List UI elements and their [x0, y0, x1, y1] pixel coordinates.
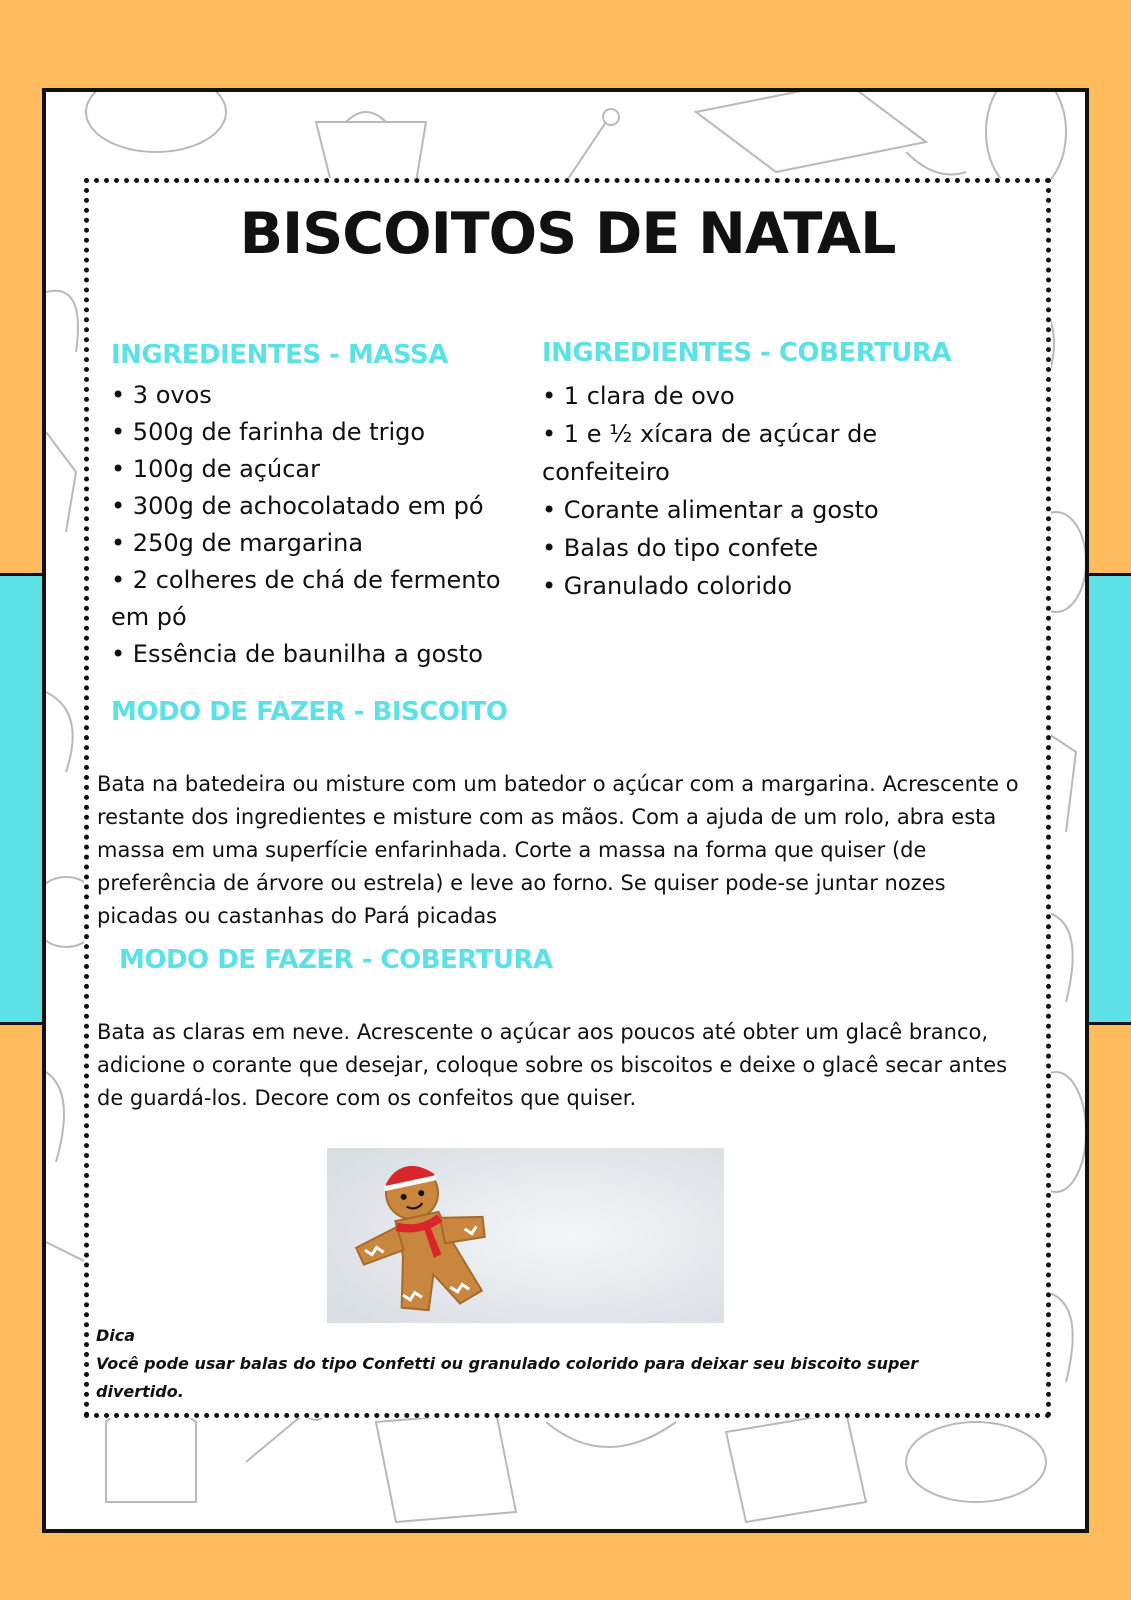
list-item: • 2 colheres de chá de fermento em pó	[111, 562, 511, 636]
list-item: • Essência de baunilha a gosto	[111, 636, 511, 673]
gingerbread-photo	[327, 1148, 724, 1323]
list-item: • Corante alimentar a gosto	[542, 491, 982, 529]
method-topping-text: Bata as claras em neve. Acrescente o açúcar aos poucos até obter um glacê branco, adicione o corante que desejar, coloque sobre os biscoitos e deixe o glacê secar antes de guardá-los. Decore com os confeitos que quiser.	[97, 1020, 1008, 1110]
list-item: • Granulado colorido	[542, 567, 982, 605]
list-item: • 500g de farinha de trigo	[111, 414, 511, 451]
method-cookie-heading: MODO DE FAZER - BISCOITO	[111, 697, 508, 727]
list-item: • 100g de açúcar	[111, 451, 511, 488]
list-item: • 1 e ½ xícara de açúcar de confeiteiro	[542, 415, 982, 491]
list-item: • Balas do tipo confete	[542, 529, 982, 567]
page-title: BISCOITOS DE NATAL	[239, 201, 896, 267]
ingredients-dough-heading: INGREDIENTES - MASSA	[111, 340, 448, 370]
tip-box	[96, 1322, 976, 1406]
method-topping-heading: MODO DE FAZER - COBERTURA	[119, 945, 553, 975]
ingredients-topping-heading: INGREDIENTES - COBERTURA	[542, 338, 952, 368]
list-item: • 250g de margarina	[111, 525, 511, 562]
ingredients-dough-list	[111, 377, 511, 673]
ingredients-topping-list	[542, 377, 982, 605]
tip-text: Você pode usar balas do tipo Confetti ou granulado colorido para deixar seu biscoito super divertido.	[96, 1354, 919, 1401]
list-item: • 300g de achocolatado em pó	[111, 488, 511, 525]
tip-label: Dica	[96, 1326, 136, 1345]
list-item: • 1 clara de ovo	[542, 377, 982, 415]
method-cookie-text: Bata na batedeira ou misture com um batedor o açúcar com a margarina. Acrescente o restante dos ingredientes e misture com as mãos. Com a ajuda de um rolo, abra esta massa em uma superfície enfarinhada. Corte a massa na forma que quiser (de preferência de árvore ou estrela) e leve ao forno. Se quiser pode-se juntar nozes picadas ou castanhas do Pará picadas	[97, 772, 1019, 928]
list-item: • 3 ovos	[111, 377, 511, 414]
